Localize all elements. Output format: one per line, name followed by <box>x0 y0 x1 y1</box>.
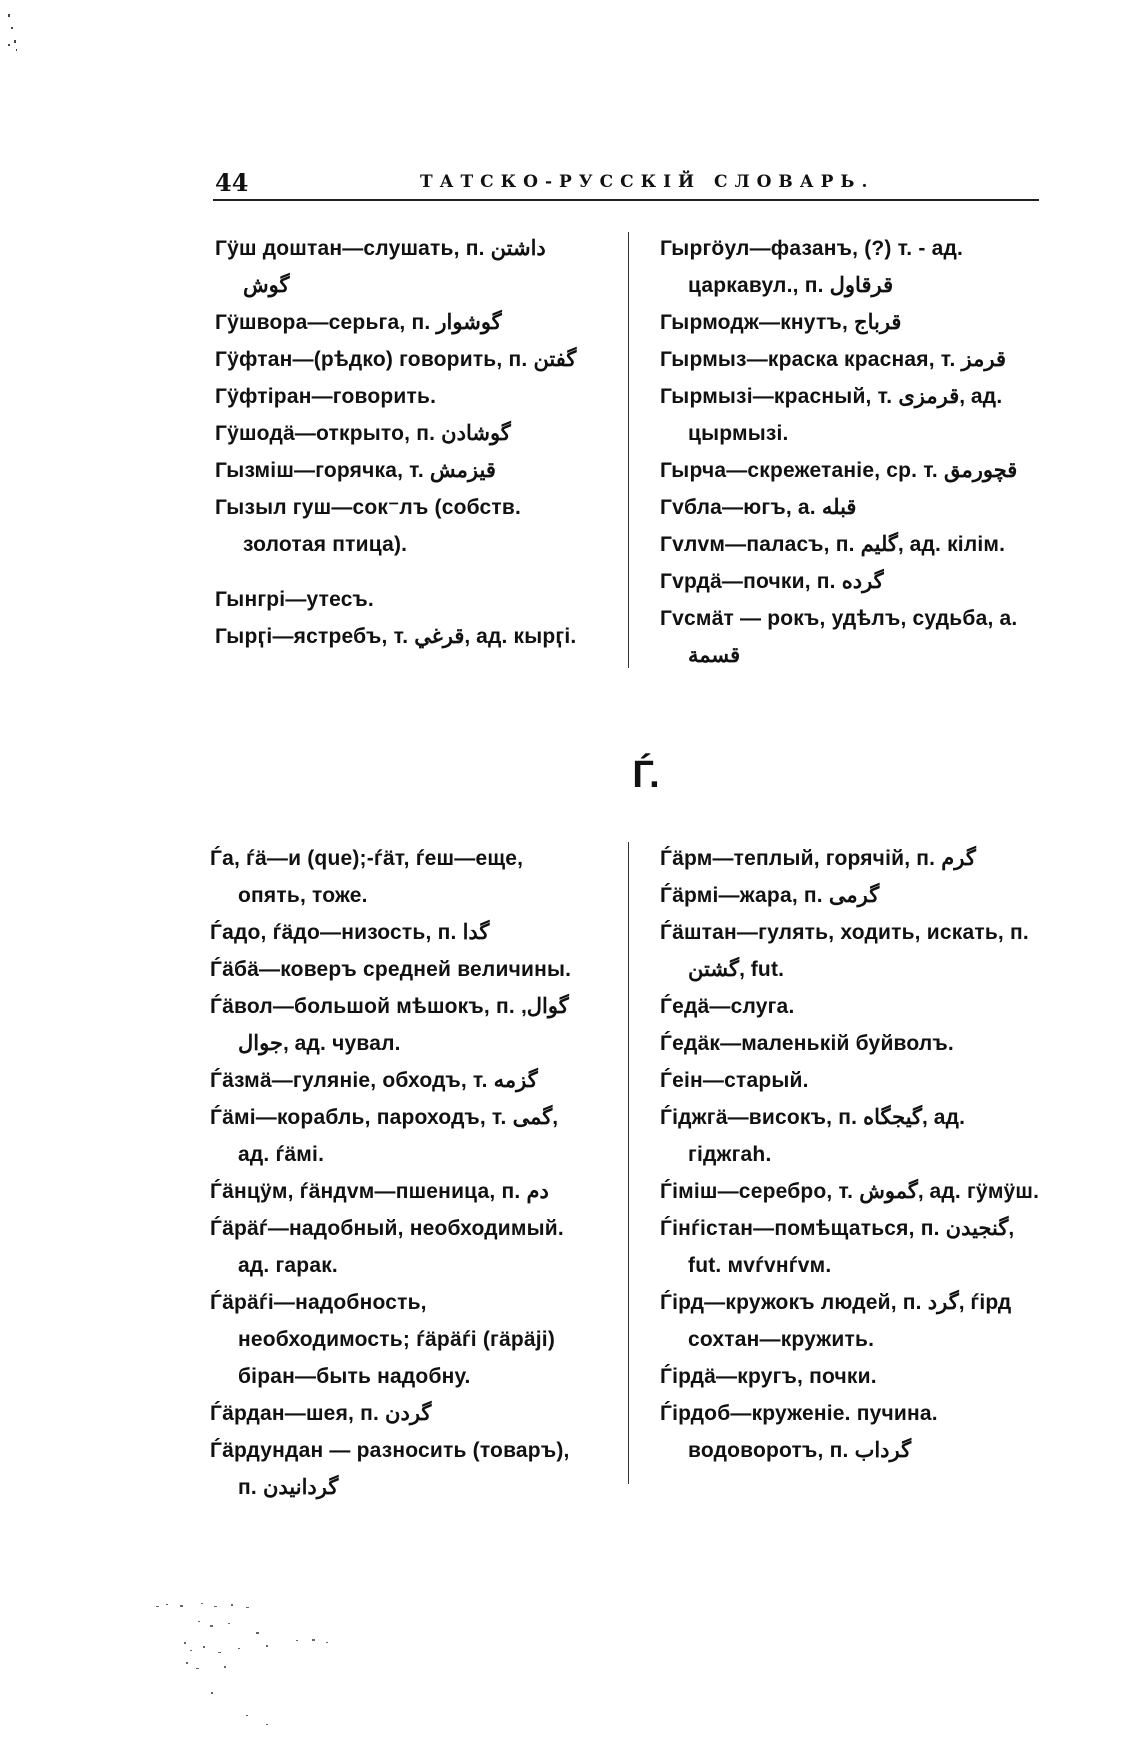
dictionary-entry: Ѓӓвол—большой мѣшокъ, п. گوال, جوال, ад. чувал. <box>210 995 569 1055</box>
dictionary-entry: Гvрдӓ—почки, п. گرده <box>660 570 884 593</box>
dictionary-entry: Ѓӓрдундан — разносить (товаръ), п. گردانيدن <box>210 1439 570 1499</box>
dictionary-entry: Гызміш—горячка, т. قيزمش <box>215 459 496 482</box>
dictionary-entry: Ѓеін—старый. <box>660 1069 809 1092</box>
dictionary-entry: Гырмызі—красный, т. قرمزى, ад. цырмызі. <box>660 385 1003 445</box>
dictionary-entry: Гӱфтан—(рѣдко) говорить, п. گفتن <box>215 348 577 371</box>
dictionary-entry: Ѓадо, ѓӓдо—низость, п. گدا <box>210 921 490 944</box>
dictionary-entry: Ѓӓбӓ—коверъ средней величины. <box>210 958 572 981</box>
dictionary-entry: Гӱфтіран—говорить. <box>215 385 437 408</box>
bottom-right-column <box>660 840 1040 1469</box>
dictionary-entry: Гырмыз—краска краснaя, т. قرمز <box>660 348 1006 371</box>
dictionary-entry: Ѓӓзмӓ—гуляніе, обходъ, т. گزمه <box>210 1069 538 1092</box>
dictionary-entry: Ѓӓрӓѓ—надобный, необходимый. ад. гарак. <box>210 1217 564 1277</box>
dictionary-entry: Гырча—скрежетаніе, ср. т. قچورمق <box>660 459 1018 482</box>
dictionary-entry: Гvлvм—паласъ, п. گليم, ад. кілім. <box>660 533 1006 556</box>
dictionary-entry: Гыргӧул—фазанъ, (?) т. - ад. царкавул., п. قرقاول <box>660 237 964 297</box>
dictionary-entry: Ѓірд—кружокъ людей, п. گرد, ѓірд сохтан—кружить. <box>660 1291 1012 1351</box>
bottom-left-column <box>210 840 590 1506</box>
dictionary-entry: Гырмодж—кнутъ, قرباج <box>660 311 902 334</box>
running-head-title: ТАТСКО-РУССКІЙ СЛОВАРЬ. <box>420 172 875 192</box>
dictionary-entry: Ѓӓмі—корабль, пароходъ, т. گمى, ад. ѓӓмі. <box>210 1106 559 1166</box>
column-divider <box>628 842 629 1484</box>
dictionary-entry: Ѓіміш—серебро, т. گموش, ад. гӱмӱш. <box>660 1180 1040 1203</box>
dictionary-entry: Ѓа, ѓӓ—и (que);-ѓӓт, ѓеш—еще, опять, тоже. <box>210 847 524 907</box>
dictionary-entry: Ѓӓрмі—жара, п. گرمى <box>660 884 880 907</box>
top-right-column <box>660 230 1040 674</box>
column-divider <box>628 232 629 668</box>
dictionary-entry: Ѓедӓк—маленькій буйволъ. <box>660 1032 954 1055</box>
dictionary-entry: Ѓӓштан—гулять, ходить, искать, п. گشتن, fut. <box>660 921 1029 981</box>
header-rule <box>213 199 1039 201</box>
dictionary-entry: Гырӷі—ястребъ, т. قرغي, ад. кырӷі. <box>215 625 577 648</box>
dictionary-entry: Ѓӓрм—теплый, горячій, п. گرم <box>660 847 976 870</box>
dictionary-entry: Ѓірдӓ—кругъ, почки. <box>660 1365 877 1388</box>
dictionary-entry: Гӱш доштан—слушать, п. داشتن گوش <box>215 237 546 297</box>
dictionary-entry: Ѓірдоб—круженіе. пучина. водоворотъ, п. گرداب <box>660 1402 938 1462</box>
dictionary-entry: Ѓедӓ—слуга. <box>660 995 795 1018</box>
dictionary-entry: Ѓӓрӓѓі—надобность, необходимость; ѓӓрӓѓі (гӓрӓјі) біран—быть надобну. <box>210 1291 556 1388</box>
dictionary-entry: Гызыл гуш—сок⁻лъ (собств. золотая птица). <box>215 496 522 556</box>
dictionary-entry: Гӱшвора—серьга, п. گوشوار <box>215 311 502 334</box>
dictionary-entry: Ѓінѓістан—помѣщаться, п. گنجيدن, fut. мvѓvнѓvм. <box>660 1217 1015 1277</box>
dictionary-entry: Гvсмӓт — рокъ, удѣлъ, судьба, а. قسمة <box>660 607 1018 667</box>
dictionary-entry: Ѓӓрдан—шея, п. گردن <box>210 1402 432 1425</box>
dictionary-entry: Гvбла—югъ, а. قبله <box>660 496 857 519</box>
dictionary-entry: Ѓӓнцӱм, ѓӓндvм—пшеница, п. دم <box>210 1180 549 1203</box>
dictionary-entry: Гӱшодӓ—открыто, п. گوشادن <box>215 422 511 445</box>
dictionary-entry: Гынгрі—утесъ. <box>215 588 374 611</box>
top-left-column <box>215 230 595 655</box>
section-letter-heading: Ѓ. <box>632 754 660 796</box>
page-number: 44 <box>215 168 249 197</box>
dictionary-entry: Ѓіджгӓ—високъ, п. گيجگاه, ад. гіджгаh. <box>660 1106 966 1166</box>
